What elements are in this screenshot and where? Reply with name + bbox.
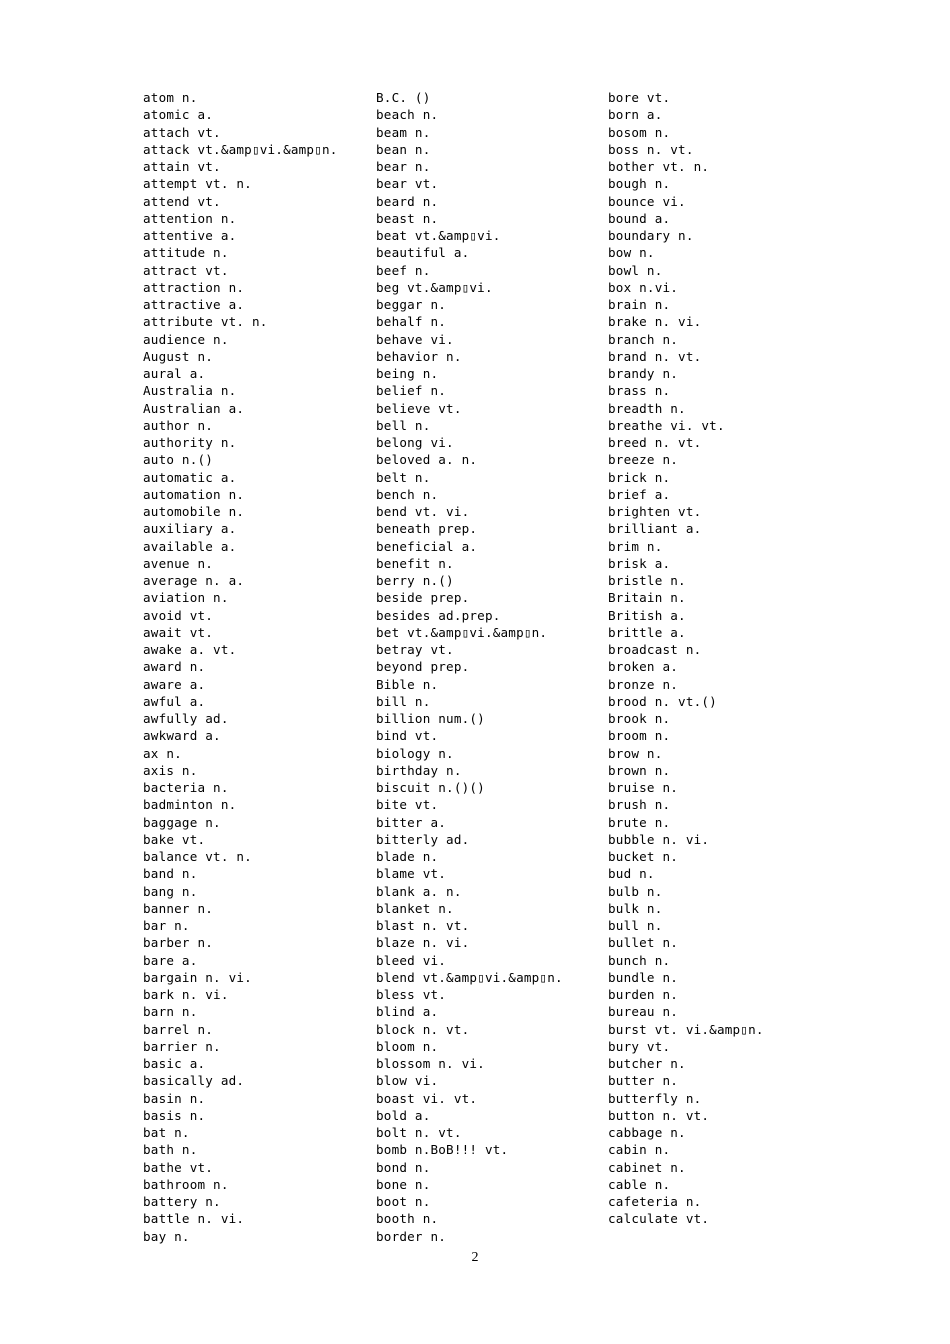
vocabulary-entry: attain vt. — [143, 159, 221, 174]
vocabulary-entry: bark n. vi. — [143, 987, 229, 1002]
vocabulary-entry: burst vt. vi.&amp▯n. — [608, 1021, 764, 1037]
vocabulary-entry: aviation n. — [143, 590, 229, 606]
vocabulary-entry: birthday n. — [376, 762, 462, 778]
vocabulary-entry: blow vi. — [376, 1073, 439, 1089]
vocabulary-entry: belong vi. — [376, 435, 454, 450]
vocabulary-entry: bet vt.&amp▯vi.&amp▯n. — [376, 624, 548, 640]
vocabulary-entry: bunch n. — [608, 952, 671, 968]
vocabulary-entry: bench n. — [376, 486, 439, 502]
vocabulary-entry: bull n. — [608, 918, 663, 933]
vocabulary-entry: beef n. — [376, 262, 431, 278]
vocabulary-entry: beyond prep. — [376, 659, 470, 675]
vocabulary-entry: basically ad. — [143, 1073, 245, 1089]
vocabulary-entry: biscuit n.()() — [376, 780, 485, 795]
vocabulary-entry: butter n. — [608, 1073, 679, 1089]
vocabulary-entry: automatic a. — [143, 469, 237, 485]
vocabulary-entry: brittle a. — [608, 624, 686, 640]
vocabulary-entry: booth n. — [376, 1211, 439, 1227]
vocabulary-entry: bitterly ad. — [376, 831, 470, 847]
vocabulary-entry: bristle n. — [608, 573, 686, 588]
vocabulary-entry: bureau n. — [608, 1004, 679, 1020]
vocabulary-entry: blanket n. — [376, 900, 454, 916]
vocabulary-entry: bury vt. — [608, 1038, 671, 1054]
vocabulary-entry: brand n. vt. — [608, 348, 702, 364]
vocabulary-entry: bold a. — [376, 1107, 431, 1123]
vocabulary-entry: bang n. — [143, 883, 198, 899]
vocabulary-entry: band n. — [143, 866, 198, 882]
vocabulary-entry: blaze n. vi. — [376, 935, 470, 951]
vocabulary-entry: bundle n. — [608, 969, 679, 985]
vocabulary-entry: breathe vi. vt. — [608, 417, 725, 433]
vocabulary-entry: besides ad.prep. — [376, 607, 501, 623]
vocabulary-entry: average n. a. — [143, 573, 245, 588]
vocabulary-entry: border n. — [376, 1228, 447, 1244]
vocabulary-entry: believe vt. — [376, 400, 462, 416]
vocabulary-entry: brass n. — [608, 383, 671, 399]
vocabulary-entry: box n.vi. — [608, 279, 679, 295]
vocabulary-entry: blend vt.&amp▯vi.&amp▯n. — [376, 969, 563, 985]
vocabulary-entry: burden n. — [608, 987, 679, 1002]
vocabulary-entry: author n. — [143, 417, 214, 433]
vocabulary-entry: basis n. — [143, 1107, 206, 1123]
vocabulary-entry: blossom n. vi. — [376, 1056, 485, 1071]
vocabulary-entry: Britain n. — [608, 590, 686, 606]
vocabulary-entry: bud n. — [608, 866, 655, 882]
vocabulary-entry: Bible n. — [376, 676, 439, 692]
vocabulary-entry: bell n. — [376, 417, 431, 433]
vocabulary-entry: butcher n. — [608, 1056, 686, 1071]
vocabulary-entry: breed n. vt. — [608, 435, 702, 450]
vocabulary-entry: blast n. vt. — [376, 918, 470, 933]
vocabulary-entry: battery n. — [143, 1194, 221, 1209]
vocabulary-entry: beloved a. n. — [376, 452, 478, 468]
vocabulary-entry: axis n. — [143, 762, 198, 778]
vocabulary-entry: attentive a. — [143, 228, 237, 243]
vocabulary-entry: bite vt. — [376, 797, 439, 813]
vocabulary-entry: attack vt.&amp▯vi.&amp▯n. — [143, 141, 338, 157]
vocabulary-entry: bacteria n. — [143, 780, 229, 795]
vocabulary-entry: beam n. — [376, 124, 431, 140]
vocabulary-entry: bear vt. — [376, 176, 439, 192]
vocabulary-entry: broom n. — [608, 728, 671, 744]
vocabulary-entry: awful a. — [143, 693, 206, 709]
vocabulary-entry: bore vt. — [608, 90, 671, 105]
vocabulary-entry: breeze n. — [608, 452, 679, 468]
vocabulary-entry: broadcast n. — [608, 642, 702, 657]
vocabulary-entry: badminton n. — [143, 797, 237, 813]
vocabulary-entry: bullet n. — [608, 935, 679, 951]
vocabulary-entry: boot n. — [376, 1194, 431, 1209]
vocabulary-entry: bloom n. — [376, 1038, 439, 1054]
vocabulary-entry: brown n. — [608, 762, 671, 778]
vocabulary-entry: bear n. — [376, 159, 431, 174]
vocabulary-entry: August n. — [143, 348, 214, 364]
vocabulary-entry: breadth n. — [608, 400, 686, 416]
vocabulary-entry: boast vi. vt. — [376, 1090, 478, 1106]
vocabulary-entry: bat n. — [143, 1125, 190, 1140]
vocabulary-entry: belief n. — [376, 383, 447, 399]
vocabulary-entry: bar n. — [143, 918, 190, 933]
vocabulary-entry: branch n. — [608, 331, 679, 347]
vocabulary-entry: bomb n.BoB!!! vt. — [376, 1142, 509, 1158]
vocabulary-entry: bolt n. vt. — [376, 1125, 462, 1140]
vocabulary-entry: awake a. vt. — [143, 642, 237, 657]
vocabulary-entry: avenue n. — [143, 555, 214, 571]
vocabulary-entry: bill n. — [376, 693, 431, 709]
vocabulary-entry: bucket n. — [608, 849, 679, 864]
vocabulary-entry: beast n. — [376, 210, 439, 226]
vocabulary-entry: born a. — [608, 107, 663, 123]
vocabulary-entry: bathroom n. — [143, 1176, 229, 1192]
vocabulary-entry: baggage n. — [143, 814, 221, 830]
vocabulary-entry: bake vt. — [143, 831, 206, 847]
vocabulary-entry: billion num.() — [376, 711, 485, 726]
vocabulary-entry: bowl n. — [608, 262, 663, 278]
vocabulary-entry: blame vt. — [376, 866, 447, 882]
vocabulary-entry: balance vt. n. — [143, 849, 252, 864]
vocabulary-entry: atomic a. — [143, 107, 214, 123]
vocabulary-entry: avoid vt. — [143, 607, 214, 623]
word-column-1 — [143, 89, 375, 1245]
vocabulary-entry: bath n. — [143, 1142, 198, 1158]
vocabulary-entry: auxiliary a. — [143, 521, 237, 537]
vocabulary-entry: brandy n. — [608, 366, 679, 381]
vocabulary-entry: bitter a. — [376, 814, 447, 830]
vocabulary-entry: brighten vt. — [608, 504, 702, 519]
vocabulary-entry: broken a. — [608, 659, 679, 675]
vocabulary-entry: attend vt. — [143, 193, 221, 209]
vocabulary-entry: boss n. vt. — [608, 141, 694, 157]
vocabulary-entry: bubble n. vi. — [608, 831, 710, 847]
vocabulary-entry: being n. — [376, 366, 439, 381]
vocabulary-entry: bond n. — [376, 1159, 431, 1175]
vocabulary-entry: award n. — [143, 659, 206, 675]
vocabulary-entry: bathe vt. — [143, 1159, 214, 1175]
vocabulary-entry: brain n. — [608, 297, 671, 312]
vocabulary-entry: brisk a. — [608, 555, 671, 571]
vocabulary-entry: beat vt.&amp▯vi. — [376, 228, 501, 243]
vocabulary-entry: bare a. — [143, 952, 198, 968]
vocabulary-entry: bound a. — [608, 210, 671, 226]
vocabulary-entry: awkward a. — [143, 728, 221, 744]
vocabulary-entry: beggar n. — [376, 297, 447, 312]
vocabulary-entry: attention n. — [143, 210, 237, 226]
vocabulary-entry: bother vt. n. — [608, 159, 710, 174]
vocabulary-entry: audience n. — [143, 331, 229, 347]
vocabulary-entry: aural a. — [143, 366, 206, 381]
vocabulary-entry: blind a. — [376, 1004, 439, 1020]
vocabulary-entry: atom n. — [143, 90, 198, 105]
vocabulary-entry: bow n. — [608, 245, 655, 261]
vocabulary-entry: bay n. — [143, 1228, 190, 1244]
vocabulary-entry: beach n. — [376, 107, 439, 123]
vocabulary-entry: brief a. — [608, 486, 671, 502]
vocabulary-entry: barn n. — [143, 1004, 198, 1020]
vocabulary-entry: British a. — [608, 607, 686, 623]
vocabulary-entry: bough n. — [608, 176, 671, 192]
vocabulary-entry: blade n. — [376, 849, 439, 864]
vocabulary-entry: bend vt. vi. — [376, 504, 470, 519]
word-column-2 — [376, 89, 608, 1245]
vocabulary-entry: attach vt. — [143, 124, 221, 140]
vocabulary-entry: attract vt. — [143, 262, 229, 278]
vocabulary-entry: Australia n. — [143, 383, 237, 399]
vocabulary-entry: awfully ad. — [143, 711, 229, 726]
vocabulary-entry: attitude n. — [143, 245, 229, 261]
vocabulary-entry: cabin n. — [608, 1142, 671, 1158]
vocabulary-entry: attempt vt. n. — [143, 176, 252, 192]
vocabulary-entry: beneath prep. — [376, 521, 478, 537]
vocabulary-entry: benefit n. — [376, 555, 454, 571]
vocabulary-entry: authority n. — [143, 435, 237, 450]
vocabulary-entry: cafeteria n. — [608, 1194, 702, 1209]
vocabulary-entry: battle n. vi. — [143, 1211, 245, 1227]
vocabulary-entry: bounce vi. — [608, 193, 686, 209]
vocabulary-entry: cable n. — [608, 1176, 671, 1192]
vocabulary-entry: banner n. — [143, 900, 214, 916]
vocabulary-entry: brow n. — [608, 745, 663, 761]
vocabulary-entry: brood n. vt.() — [608, 693, 717, 709]
vocabulary-entry: boundary n. — [608, 228, 694, 243]
vocabulary-entry: bulb n. — [608, 883, 663, 899]
vocabulary-entry: cabinet n. — [608, 1159, 686, 1175]
vocabulary-entry: brook n. — [608, 711, 671, 726]
vocabulary-entry: brute n. — [608, 814, 671, 830]
vocabulary-entry: ax n. — [143, 745, 182, 761]
vocabulary-entry: bronze n. — [608, 676, 679, 692]
vocabulary-entry: Australian a. — [143, 400, 245, 416]
vocabulary-entry: brick n. — [608, 469, 671, 485]
vocabulary-entry: automobile n. — [143, 504, 245, 519]
vocabulary-entry: block n. vt. — [376, 1021, 470, 1037]
vocabulary-entry: bosom n. — [608, 124, 671, 140]
vocabulary-entry: auto n.() — [143, 452, 214, 468]
vocabulary-entry: bruise n. — [608, 780, 679, 795]
vocabulary-entry: bless vt. — [376, 987, 447, 1002]
vocabulary-entry: bargain n. vi. — [143, 969, 252, 985]
vocabulary-entry: brim n. — [608, 538, 663, 554]
vocabulary-entry: await vt. — [143, 624, 214, 640]
vocabulary-entry: beneficial a. — [376, 538, 478, 554]
vocabulary-entry: calculate vt. — [608, 1211, 710, 1227]
vocabulary-entry: bind vt. — [376, 728, 439, 744]
vocabulary-entry: barrier n. — [143, 1038, 221, 1054]
vocabulary-entry: brush n. — [608, 797, 671, 813]
vocabulary-entry: beard n. — [376, 193, 439, 209]
vocabulary-entry: behavior n. — [376, 348, 462, 364]
vocabulary-entry: beautiful a. — [376, 245, 470, 261]
vocabulary-entry: berry n.() — [376, 573, 454, 588]
vocabulary-entry: brake n. vi. — [608, 314, 702, 330]
vocabulary-entry: aware a. — [143, 676, 206, 692]
vocabulary-entry: behalf n. — [376, 314, 447, 330]
vocabulary-entry: beside prep. — [376, 590, 470, 606]
vocabulary-entry: butterfly n. — [608, 1090, 702, 1106]
vocabulary-entry: automation n. — [143, 486, 245, 502]
vocabulary-entry: basic a. — [143, 1056, 206, 1071]
vocabulary-entry: beg vt.&amp▯vi. — [376, 279, 493, 295]
vocabulary-entry: attribute vt. n. — [143, 314, 268, 330]
vocabulary-entry: barrel n. — [143, 1021, 214, 1037]
vocabulary-entry: cabbage n. — [608, 1125, 686, 1140]
page-number: 2 — [471, 1250, 479, 1265]
vocabulary-entry: bleed vi. — [376, 952, 447, 968]
vocabulary-entry: bean n. — [376, 141, 431, 157]
vocabulary-entry: belt n. — [376, 469, 431, 485]
vocabulary-entry: bulk n. — [608, 900, 663, 916]
vocabulary-entry: attraction n. — [143, 279, 245, 295]
vocabulary-entry: brilliant a. — [608, 521, 702, 537]
vocabulary-entry: bone n. — [376, 1176, 431, 1192]
vocabulary-entry: behave vi. — [376, 331, 454, 347]
vocabulary-entry: available a. — [143, 538, 237, 554]
vocabulary-entry: attractive a. — [143, 297, 245, 312]
word-column-3 — [608, 89, 840, 1228]
vocabulary-entry: button n. vt. — [608, 1107, 710, 1123]
vocabulary-entry: basin n. — [143, 1090, 206, 1106]
vocabulary-entry: biology n. — [376, 745, 454, 761]
vocabulary-entry: B.C. () — [376, 90, 431, 105]
vocabulary-entry: barber n. — [143, 935, 214, 951]
vocabulary-entry: blank a. n. — [376, 883, 462, 899]
vocabulary-entry: betray vt. — [376, 642, 454, 657]
